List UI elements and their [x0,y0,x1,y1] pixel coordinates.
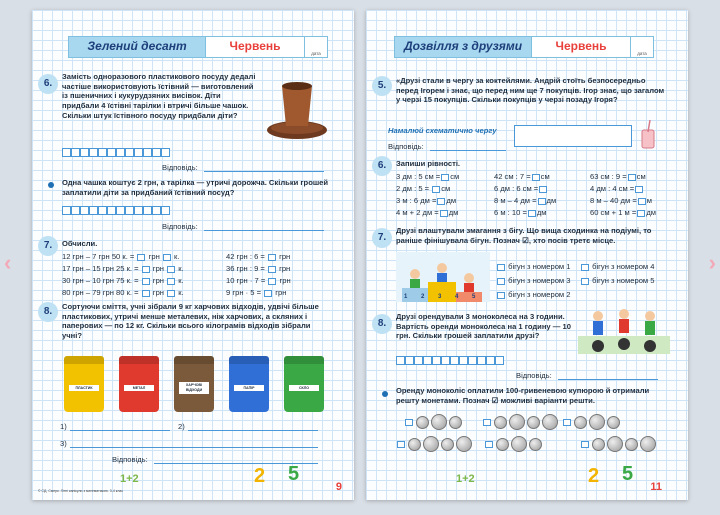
task-number: 6. [372,156,392,176]
date-box[interactable]: дата [305,36,328,58]
podium-number: 2 [421,294,425,300]
equation-row [494,172,550,182]
equation-row [396,172,459,182]
checkbox-option[interactable] [580,262,654,272]
answer-box[interactable] [142,266,150,273]
task-text: Друзі влаштували змагання з бігу. Що вища сходинка на подіумі, то раніше фінішувала бігун. Познач ☑, хто посів третє місце. [396,226,652,245]
answer-box[interactable] [264,290,272,297]
coin-set [562,414,620,430]
answer-box[interactable] [563,419,571,426]
answer-box[interactable] [142,278,150,285]
equation-expression: 63 см : 9 = [590,172,627,181]
equation-expression: 60 см + 1 м = [590,208,637,217]
answer-box[interactable] [167,266,175,273]
answer-box[interactable] [628,174,636,181]
answer-box[interactable] [538,198,546,205]
answer-box[interactable] [497,278,505,285]
solution-step-3: 3) [60,439,67,448]
task-number: 7. [372,228,392,248]
answer-box[interactable] [268,266,276,273]
unit-label: дм [646,208,656,217]
calc-row [226,288,286,298]
option-label: бігун з номером 2 [506,290,571,299]
recycling-bin [284,356,324,414]
task-title: Обчисли. [62,239,98,248]
task-text: Друзі орендували 3 моноколеса на 3 години. Вартість оренди моноколеса на 1 годину — 10 грн. Скільки грошей заплатили друзі? [396,312,571,341]
bin-body [64,364,104,412]
page-number: 9 [335,480,342,493]
answer-box[interactable] [397,441,405,448]
right-page [366,10,688,500]
calc-row [226,252,290,262]
checkbox-option[interactable] [580,276,654,286]
checkbox-option[interactable] [496,290,570,300]
bullet-icon [48,182,54,188]
task-number: 5. [372,76,392,96]
calc-row [62,276,184,286]
coin-icon [494,416,507,429]
equation-expression: 3 м : 6 дм = [396,196,437,205]
recycling-bin [229,356,269,414]
unit-label: грн [150,288,167,297]
podium-number: 4 [455,294,459,300]
equation-expression: 6 м : 10 = [494,208,527,217]
coin-icon [592,438,605,451]
bin-body [119,364,159,412]
podium-number: 3 [438,294,442,300]
edible-cup-image [264,72,330,142]
answer-label: Відповідь: [112,455,148,464]
equation-row [590,208,656,218]
bin-lid [64,356,104,364]
answer-cells[interactable] [62,148,170,157]
equation-row [396,184,450,194]
decor-math-icon: 1+2 [456,472,475,485]
task-text: «Друзі стали в чергу за коктейлями. Андрій стоїть безпосередньо перед Ігорем і знає, що перед ним ще 7 покупців. Ігор знає, що загалом у черзі 15 покупців. Скільки покупців у черзі позаду Ігоря? [396,76,665,105]
unit-label: грн [273,288,287,297]
decor-math-icon: 1+2 [120,472,139,485]
equation-row [494,196,556,206]
task-number: 8. [372,314,392,334]
decor-number-icon: 5 [288,463,300,486]
answer-box[interactable] [437,198,445,205]
bin-label: МЕТАЛ [124,385,154,392]
calc-expression: 17 грн – 15 грн 25 к. = [62,264,141,273]
answer-box[interactable] [532,174,540,181]
answer-box[interactable] [528,210,536,217]
footer-note: © СД. Смерк. Літні канікули з математикою. 3-4 клас [38,488,124,493]
calc-expression: 80 грн – 79 грн 80 к. = [62,288,141,297]
monowheel-friends-image [578,302,670,354]
calc-row [226,276,291,286]
answer-box[interactable] [497,264,505,271]
calc-row [62,264,184,274]
podium-image [396,252,490,302]
cocktail-icon [640,120,656,150]
answer-box[interactable] [638,198,646,205]
answer-label: Відповідь: [516,371,552,380]
bin-body [284,364,324,412]
answer-box[interactable] [581,441,589,448]
page-number: 11 [650,480,662,493]
equation-row [396,196,456,206]
equation-expression: 6 дм : 6 см = [494,184,539,193]
checkbox-option[interactable] [496,262,570,272]
answer-box[interactable] [268,254,276,261]
calc-row [62,288,184,298]
answer-box[interactable] [167,278,175,285]
unit-label: к. [176,264,184,273]
answer-box[interactable] [637,210,645,217]
equation-row [590,184,644,194]
answer-label: Відповідь: [388,142,424,151]
task-text: Сортуючи сміття, учні зібрали 9 кг харчових відходів, удвічі більше пластикових, утричі менше металевих, ніж харчових, а скляних і паперових — по 12 кг. Скільки всього кілограмів відходів зібрали учні? [62,302,319,341]
coin-icon [529,438,542,451]
calc-row [62,252,179,262]
answer-box[interactable] [405,419,413,426]
recycling-bin [64,356,104,414]
option-label: бігун з номером 4 [590,262,655,271]
hint-text: Намалюй схематично чергу [388,126,497,135]
bin-label: ПЛАСТИК [69,385,99,392]
unit-label: грн [276,264,291,273]
equation-row [494,184,548,194]
answer-line[interactable] [430,150,506,151]
unit-label: грн [277,276,291,285]
solution-line[interactable] [70,430,170,431]
unit-label: грн [150,264,167,273]
date-box[interactable]: дата [631,36,654,58]
answer-box[interactable] [167,290,175,297]
calc-expression: 36 грн : 9 = [226,264,267,273]
coin-icon [640,436,656,452]
coin-icon [607,416,620,429]
right-page-header [394,36,654,58]
unit-label: дм [546,196,557,205]
solution-step-2: 2) [178,422,185,431]
equation-expression: 2 дм : 5 = [396,184,432,193]
decor-number-icon: 5 [622,463,634,486]
decor-number-icon: 2 [588,465,600,488]
calc-expression: 30 грн – 10 грн 75 к. = [62,276,141,285]
equation-expression: 8 м – 40 дм = [590,196,637,205]
calc-expression: 10 грн · 7 = [226,276,268,285]
coin-icon [625,438,638,451]
task-number: 7. [38,236,58,256]
coin-icon [456,436,472,452]
answer-line[interactable] [204,230,324,231]
previous-page-arrow[interactable]: ‹ [4,250,12,275]
unit-label: дм [448,208,459,217]
coin-icon [607,436,623,452]
task-number: 6. [38,74,58,94]
coin-icon [511,436,527,452]
equation-expression: 8 м – 4 дм = [494,196,537,205]
unit-label: к. [176,288,184,297]
month-label: Червень [532,36,631,58]
solution-step-1: 1) [60,422,67,431]
equation-expression: 42 см : 7 = [494,172,531,181]
task-number: 8. [38,302,58,322]
answer-line[interactable] [558,379,658,380]
solution-line[interactable] [70,447,318,448]
coin-set [484,436,542,452]
answer-box[interactable] [142,290,150,297]
answer-box[interactable] [163,254,171,261]
equation-expression: 3 дм : 5 см = [396,172,441,181]
unit-label: см [540,172,550,181]
answer-box[interactable] [441,174,449,181]
coin-icon [408,438,421,451]
calc-row [226,264,290,274]
task-text: Замість одноразового пластикового посуду дедалі частіше використовують їстівний — виготовлений із пшеничних і кукурудзяних висівок. Діти придбали 4 їстівні тарілки і втричі більше чашок. Скільки штук їстівного посуду придбали діти? [62,72,256,120]
answer-box[interactable] [635,186,643,193]
answer-line[interactable] [204,171,324,172]
answer-label: Відповідь: [162,222,198,231]
unit-label: м [646,196,652,205]
coin-icon [509,414,525,430]
left-page-header [68,36,328,58]
coin-icon [431,414,447,430]
coin-icon [527,416,540,429]
answer-box[interactable] [483,419,491,426]
page-title: Зелений десант [68,36,206,58]
bin-body [229,364,269,412]
option-label: бігун з номером 1 [506,262,571,271]
coin-icon [449,416,462,429]
calc-expression: 42 грн : 6 = [226,252,267,261]
answer-box[interactable] [581,264,589,271]
coin-set [404,414,462,430]
bullet-icon [382,391,388,397]
answer-box[interactable] [268,278,276,285]
coin-icon [441,438,454,451]
coin-set [482,414,558,430]
coin-icon [574,416,587,429]
podium-number: 1 [404,294,408,300]
answer-box[interactable] [539,186,547,193]
answer-box[interactable] [137,254,145,261]
recycling-bin [174,356,214,414]
decor-number-icon: 2 [254,465,266,488]
coin-set [396,436,472,452]
next-page-arrow[interactable]: › [708,250,716,275]
coin-icon [496,438,509,451]
equation-row [590,172,646,182]
unit-label: к. [176,276,184,285]
checkbox-option[interactable] [496,276,570,286]
equation-expression: 4 м + 2 дм = [396,208,439,217]
unit-label: к. [171,252,180,261]
equation-row [590,196,652,206]
answer-box[interactable] [581,278,589,285]
bullet-text: Оренду моноколіс оплатили 100-гривеневою купюрою й отримали решту монетами. Познач ☑ можливі варіанти решти. [396,386,650,405]
calc-expression: 9 грн · 5 = [226,288,264,297]
answer-box[interactable] [485,441,493,448]
unit-label: см [450,172,460,181]
recycling-bins [60,350,330,416]
unit-label: грн [276,252,291,261]
bin-lid [119,356,159,364]
answer-cells[interactable] [62,206,170,215]
bin-label: ПАПІР [234,385,264,392]
equation-expression: 4 дм : 4 см = [590,184,635,193]
calc-expression: 12 грн – 7 грн 50 к. = [62,252,137,261]
task-title: Запиши рівності. [396,159,461,168]
bullet-text: Одна чашка коштує 2 грн, а тарілка — утричі дорожча. Скільки грошей заплатили діти за придбаний їстівний посуд? [62,178,329,197]
equation-row [396,208,458,218]
coin-icon [423,436,439,452]
coin-icon [589,414,605,430]
answer-label: Відповідь: [162,163,198,172]
unit-label: дм [446,196,457,205]
unit-label: дм [536,208,547,217]
bin-label: ХАРЧОВІ ВІДХОДИ [179,382,209,393]
answer-cells[interactable] [396,356,504,365]
bin-label: СКЛО [289,385,319,392]
answer-box[interactable] [497,292,505,299]
bin-lid [229,356,269,364]
unit-label: см [636,172,646,181]
page-title: Дозвілля з друзями [394,36,532,58]
bin-lid [284,356,324,364]
queue-drawing-box[interactable] [514,125,632,147]
equation-row [494,208,547,218]
unit-label: см [441,184,451,193]
option-label: бігун з номером 3 [506,276,571,285]
option-label: бігун з номером 5 [590,276,655,285]
bin-body [174,364,214,412]
coin-icon [416,416,429,429]
answer-box[interactable] [440,210,448,217]
bin-lid [174,356,214,364]
coin-icon [542,414,558,430]
solution-line[interactable] [188,430,318,431]
answer-box[interactable] [432,186,440,193]
left-page [32,10,354,500]
unit-label: грн [150,276,167,285]
unit-label: грн [146,252,162,261]
coin-set [580,436,656,452]
podium-number: 5 [472,294,476,300]
month-label: Червень [206,36,305,58]
recycling-bin [119,356,159,414]
